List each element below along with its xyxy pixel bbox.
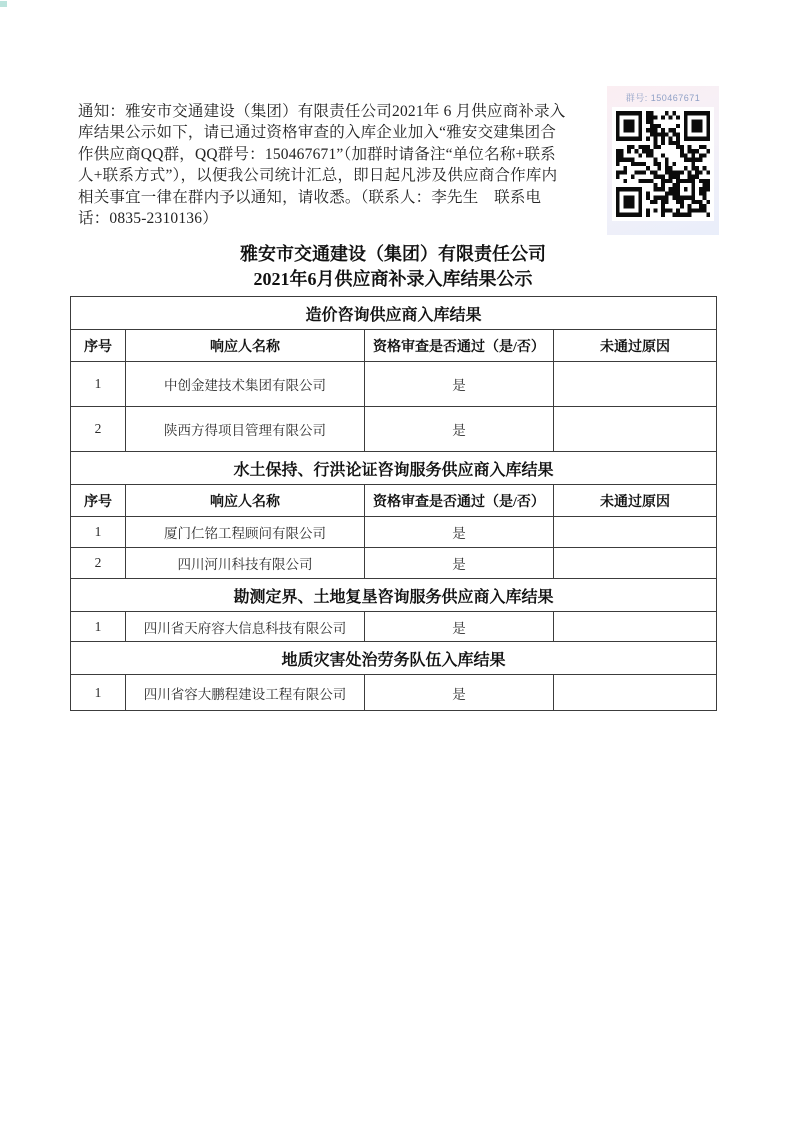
table-row [71,548,717,579]
table-cell: 陕西方得项目管理有限公司 [126,407,365,452]
table-cell: 四川河川科技有限公司 [126,548,365,579]
table-cell: 1 [71,675,126,711]
section-title: 水土保持、行洪论证咨询服务供应商入库结果 [71,452,717,485]
column-header-cell: 序号 [71,485,126,517]
table-cell [554,517,717,548]
section-title: 地质灾害处治劳务队伍入库结果 [71,642,717,675]
table-cell: 是 [365,407,554,452]
scan-artifact [0,1,7,7]
column-header-row [71,330,717,362]
table-cell: 是 [365,362,554,407]
table-cell: 是 [365,548,554,579]
notice-line: 库结果公示如下，请已通过资格审查的入库企业加入“雅安交建集团合 [78,124,557,142]
table-row [71,517,717,548]
qr-group-number-label: 群号: 150467671 [625,93,701,103]
table-cell: 2 [71,407,126,452]
section-title-row [71,297,717,330]
notice-line: 相关事宜一律在群内予以通知，请收悉。（联系人：李先生 联系电 [78,188,542,206]
table-cell [554,407,717,452]
section-title-row [71,452,717,485]
section-title: 勘测定界、土地复垦咨询服务供应商入库结果 [71,579,717,612]
section-title-row [71,579,717,612]
section-title: 造价咨询供应商入库结果 [71,297,717,330]
notice-line: 话：0835-2310136） [78,210,218,228]
results-table [70,296,717,711]
table-cell [554,548,717,579]
table-cell: 是 [365,612,554,642]
table-cell: 1 [71,517,126,548]
notice-paragraph [78,101,618,229]
column-header-cell: 未通过原因 [554,485,717,517]
document-title-line2: 2021年6月供应商补录入库结果公示 [253,269,533,289]
column-header-cell: 资格审查是否通过（是/否） [365,330,554,362]
table-cell: 厦门仁铭工程顾问有限公司 [126,517,365,548]
table-row [71,362,717,407]
section-title-row [71,642,717,675]
notice-line: 作供应商QQ群，QQ群号：150467671”（加群时请备注“单位名称+联系 [78,145,556,163]
column-header-cell: 响应人名称 [126,330,365,362]
table-row [71,612,717,642]
notice-line: 人+联系方式”），以便我公司统计汇总，即日起凡涉及供应商合作库内 [78,167,558,185]
table-cell [554,612,717,642]
qr-code [612,107,714,221]
table-cell [554,362,717,407]
qr-card [607,86,719,235]
document-title [70,242,716,292]
column-header-cell: 资格审查是否通过（是/否） [365,485,554,517]
notice-line: 通知：雅安市交通建设（集团）有限责任公司2021年 6 月供应商补录入 [78,103,566,120]
table-cell: 是 [365,517,554,548]
table-row [71,407,717,452]
column-header-cell: 未通过原因 [554,330,717,362]
table-cell: 中创金建技术集团有限公司 [126,362,365,407]
column-header-cell: 响应人名称 [126,485,365,517]
table-cell [554,675,717,711]
column-header-row [71,485,717,517]
table-cell: 1 [71,612,126,642]
table-cell: 四川省容大鹏程建设工程有限公司 [126,675,365,711]
table-cell: 四川省天府容大信息科技有限公司 [126,612,365,642]
table-cell: 是 [365,675,554,711]
table-cell: 1 [71,362,126,407]
table-cell: 2 [71,548,126,579]
document-title-line1: 雅安市交通建设（集团）有限责任公司 [240,244,546,264]
column-header-cell: 序号 [71,330,126,362]
table-row [71,675,717,711]
